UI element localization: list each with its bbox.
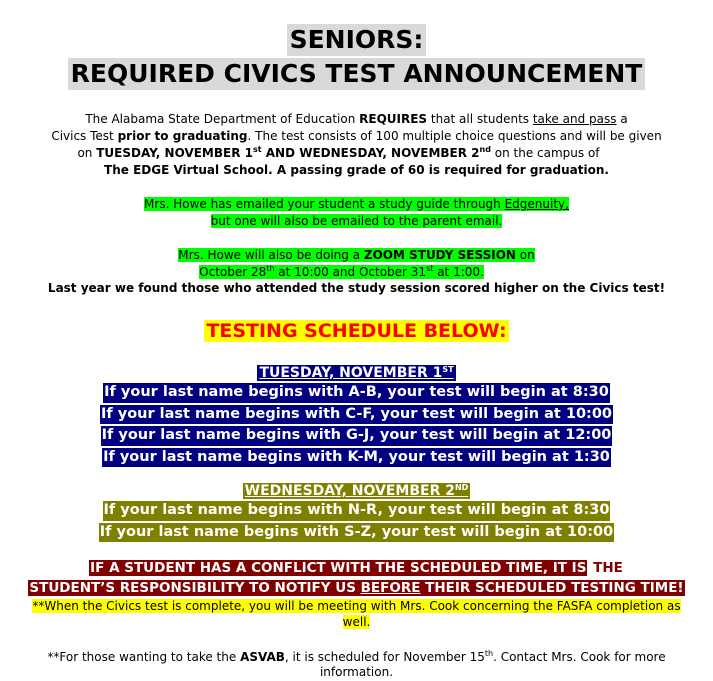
intro-text: on the campus of (490, 146, 600, 160)
fasfa-note: well. (342, 615, 371, 629)
tuesday-schedule (0, 381, 713, 467)
conflict-text: THEIR SCHEDULED TESTING TIME! (420, 580, 684, 596)
schedule-row: If your last name begins with S-Z, your test will begin at 10:00 (99, 523, 614, 543)
zoom-date: October 28 (199, 265, 267, 279)
intro-prior-to-graduating: prior to graduating (117, 129, 248, 143)
wednesday-heading-wrap (0, 480, 713, 501)
ordinal-suffix: st (253, 145, 262, 154)
study-guide-text: but one will also be emailed to the parent email. (210, 214, 503, 228)
tuesday-day: TUESDAY, NOVEMBER 1 (259, 365, 443, 381)
intro-text: Civics Test (51, 129, 118, 143)
intro-date-wednesday: AND WEDNESDAY, NOVEMBER 2 (261, 146, 480, 160)
schedule-heading: TESTING SCHEDULE BELOW: (206, 320, 507, 342)
conflict-line-2 (0, 577, 713, 598)
intro-text: on (77, 146, 97, 160)
fasfa-note-line-1 (0, 598, 713, 615)
intro-text: . The test consists of 100 multiple choice questions and will be given (247, 129, 662, 143)
wednesday-schedule (0, 499, 713, 542)
ordinal-suffix: st (426, 264, 434, 273)
intro-date-tuesday: TUESDAY, NOVEMBER 1 (96, 146, 253, 160)
ordinal-suffix: th (266, 264, 275, 273)
schedule-row: If your last name begins with K-M, your test will begin at 1:30 (102, 448, 611, 468)
ordinal-suffix: th (484, 649, 494, 658)
ordinal-suffix: nd (479, 145, 491, 154)
intro-passing-grade: The EDGE Virtual School. A passing grade of 60 is required for graduation. (104, 163, 609, 177)
intro-line-2 (0, 128, 713, 145)
zoom-study-session: ZOOM STUDY SESSION (363, 248, 516, 262)
intro-line-1 (0, 111, 713, 128)
intro-text: that all students (427, 112, 533, 126)
study-guide-line-2 (0, 213, 713, 230)
ordinal-suffix: ND (454, 483, 469, 492)
title-line-1-wrap (0, 24, 713, 56)
zoom-line-2 (0, 264, 698, 281)
asvab-note: information. (319, 665, 394, 679)
ordinal-suffix: ST (442, 365, 454, 374)
intro-take-and-pass: take and pass (532, 112, 617, 126)
zoom-line-1 (0, 247, 713, 264)
intro-line-4 (0, 162, 713, 179)
asvab-note: **For those wanting to take the (47, 650, 241, 664)
asvab-label: ASVAB (240, 650, 285, 664)
edgenuity-link[interactable]: Edgenuity, (504, 197, 569, 211)
asvab-note: . Contact Mrs. Cook for more (493, 650, 666, 664)
schedule-row: If your last name begins with N-R, your test will begin at 8:30 (103, 501, 611, 521)
page-title-seniors: SENIORS: (287, 24, 427, 56)
title-line-2-wrap (0, 58, 713, 90)
zoom-date: at 1:00. (433, 265, 484, 279)
schedule-heading-wrap (0, 318, 713, 344)
tuesday-heading-wrap (0, 362, 713, 383)
wednesday-day: WEDNESDAY, NOVEMBER 2 (244, 483, 455, 499)
zoom-date: at 10:00 and October 31 (274, 265, 427, 279)
conflict-before: BEFORE (360, 580, 421, 596)
schedule-row: If your last name begins with C-F, your test will begin at 10:00 (100, 405, 613, 425)
intro-requires: REQUIRES (359, 112, 428, 126)
page-title-announcement: REQUIRED CIVICS TEST ANNOUNCEMENT (68, 58, 646, 90)
zoom-note: Last year we found those who attended the study session scored higher on the Civics test! (47, 281, 666, 295)
tuesday-heading (257, 365, 455, 381)
intro-line-3 (0, 145, 695, 162)
intro-text: The Alabama State Department of Education (85, 112, 360, 126)
conflict-text: STUDENT’S RESPONSIBILITY TO NOTIFY US (29, 580, 361, 596)
schedule-row: If your last name begins with A-B, your test will begin at 8:30 (103, 383, 610, 403)
conflict-text: THE (588, 560, 623, 576)
asvab-note-line-2 (0, 664, 713, 681)
intro-text: a (616, 112, 628, 126)
conflict-text: IF A STUDENT HAS A CONFLICT WITH THE SCHEDULED TIME, IT IS (90, 560, 587, 576)
fasfa-note-line-2 (0, 614, 713, 631)
wednesday-heading (243, 483, 471, 499)
zoom-note-line (0, 280, 713, 297)
asvab-note: , it is scheduled for November 15 (284, 650, 485, 664)
zoom-text: Mrs. Howe will also be doing a (178, 248, 364, 262)
schedule-row: If your last name begins with G-J, your test will begin at 12:00 (101, 426, 613, 446)
zoom-text: on (515, 248, 535, 262)
conflict-line-1 (0, 557, 713, 578)
study-guide-line-1 (0, 196, 713, 213)
study-guide-text: Mrs. Howe has emailed your student a study guide through (144, 197, 505, 211)
fasfa-note: **When the Civics test is complete, you will be meeting with Mrs. Cook concerning the FASFA completion as (32, 599, 681, 613)
